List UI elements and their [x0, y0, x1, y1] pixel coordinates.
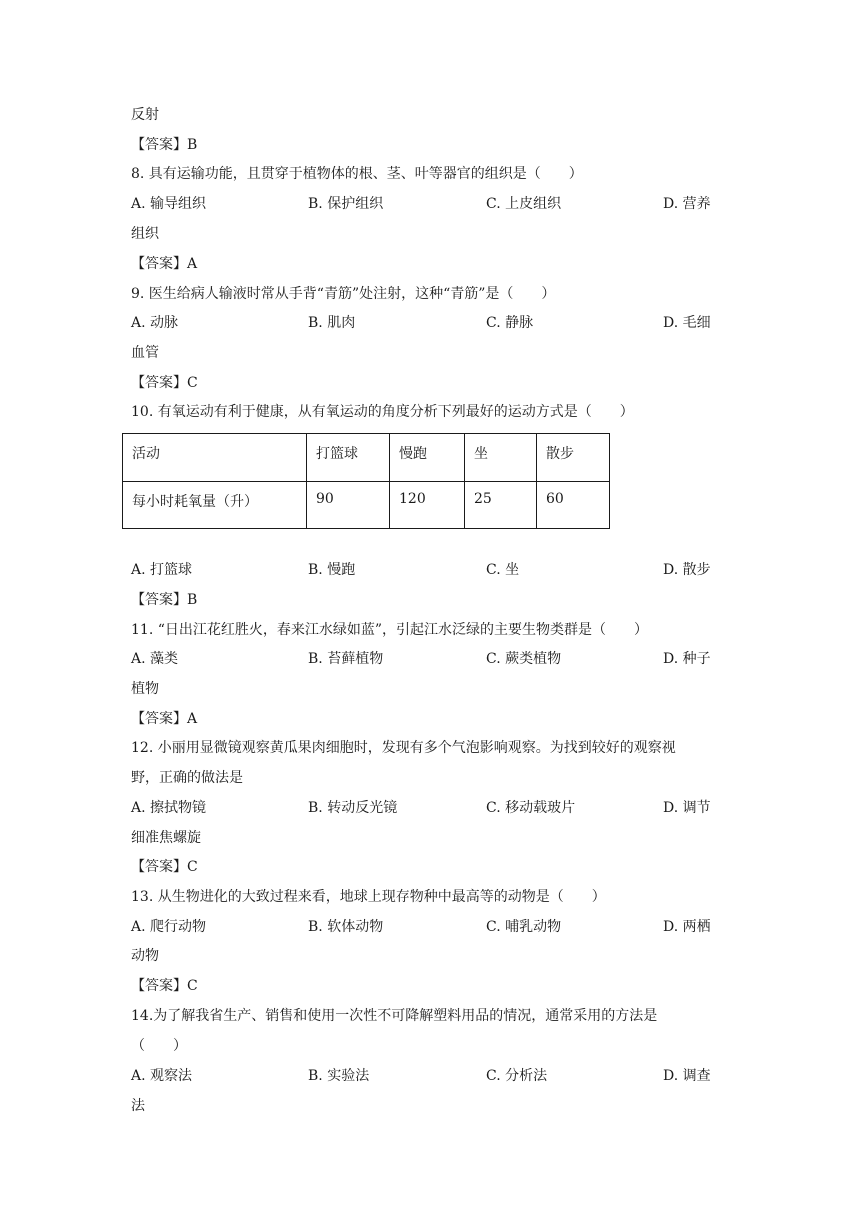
table-header-cell: 打篮球	[307, 434, 390, 482]
q14-option-d-wrap: 法	[131, 1098, 145, 1114]
q8-option-a: A. 输导组织	[131, 196, 207, 212]
q10-option-a: A. 打篮球	[131, 562, 193, 578]
q14-option-c: C. 分析法	[486, 1068, 548, 1084]
answer-7: 【答案】B	[131, 137, 198, 153]
q10-option-b: B. 慢跑	[308, 562, 356, 578]
q13-option-d: D. 两栖	[663, 919, 711, 935]
q13-option-d-wrap: 动物	[131, 948, 159, 964]
question-13: 13. 从生物进化的大致过程来看，地球上现存物种中最高等的动物是（ ）	[131, 889, 606, 905]
question-12: 12. 小丽用显微镜观察黄瓜果肉细胞时，发现有多个气泡影响观察。为找到较好的观察视	[131, 740, 676, 756]
q13-option-a: A. 爬行动物	[131, 919, 207, 935]
q14-option-d: D. 调查	[663, 1068, 711, 1084]
q9-option-c: C. 静脉	[486, 315, 534, 331]
q12-option-b: B. 转动反光镜	[308, 800, 398, 816]
q13-option-c: C. 哺乳动物	[486, 919, 562, 935]
q11-option-d: D. 种子	[663, 651, 711, 667]
table-header-cell: 活动	[123, 434, 307, 482]
q13-option-b: B. 软体动物	[308, 919, 384, 935]
q9-option-d-wrap: 血管	[131, 345, 159, 361]
q8-option-c: C. 上皮组织	[486, 196, 562, 212]
q12-option-a: A. 擦拭物镜	[131, 800, 207, 816]
question-12-line-2: 野，正确的做法是	[131, 770, 243, 786]
q11-option-b: B. 苔藓植物	[308, 651, 384, 667]
table-row-label: 每小时耗氧量（升）	[123, 482, 307, 529]
q9-option-b: B. 肌肉	[308, 315, 356, 331]
table-header-cell: 散步	[537, 434, 610, 482]
q8-option-b: B. 保护组织	[308, 196, 384, 212]
q11-option-d-wrap: 植物	[131, 681, 159, 697]
question-14-line-2: （ ）	[131, 1038, 187, 1054]
wrapped-option-text: 反射	[131, 107, 159, 123]
q14-option-a: A. 观察法	[131, 1068, 193, 1084]
q9-option-a: A. 动脉	[131, 315, 179, 331]
q10-option-d: D. 散步	[663, 562, 711, 578]
table-header-cell: 慢跑	[390, 434, 465, 482]
table-cell: 90	[307, 482, 390, 529]
q11-option-c: C. 蕨类植物	[486, 651, 562, 667]
question-11: 11. “日出江花红胜火，春来江水绿如蓝”，引起江水泛绿的主要生物类群是（ ）	[131, 622, 649, 638]
q8-option-d-wrap: 组织	[131, 226, 159, 242]
table-cell: 120	[390, 482, 465, 529]
table-header-cell: 坐	[465, 434, 537, 482]
question-8: 8. 具有运输功能，且贯穿于植物体的根、茎、叶等器官的组织是（ ）	[131, 166, 583, 182]
table-cell: 60	[537, 482, 610, 529]
answer-11: 【答案】A	[131, 711, 198, 727]
q8-option-d: D. 营养	[663, 196, 711, 212]
question-10: 10. 有氧运动有利于健康，从有氧运动的角度分析下列最好的运动方式是（ ）	[131, 404, 634, 420]
question-9: 9. 医生给病人输液时常从手背“青筋”处注射，这种“青筋”是（ ）	[131, 286, 556, 302]
question-14: 14.为了解我省生产、销售和使用一次性不可降解塑料用品的情况，通常采用的方法是	[131, 1008, 658, 1024]
q10-option-c: C. 坐	[486, 562, 520, 578]
answer-9: 【答案】C	[131, 375, 198, 391]
q12-option-c: C. 移动载玻片	[486, 800, 576, 816]
q12-option-d: D. 调节	[663, 800, 711, 816]
q12-option-d-wrap: 细准焦螺旋	[131, 830, 201, 846]
table-cell: 25	[465, 482, 537, 529]
oxygen-consumption-table	[122, 433, 610, 529]
answer-12: 【答案】C	[131, 859, 198, 875]
q14-option-b: B. 实验法	[308, 1068, 370, 1084]
answer-10: 【答案】B	[131, 592, 198, 608]
answer-13: 【答案】C	[131, 978, 198, 994]
q9-option-d: D. 毛细	[663, 315, 711, 331]
answer-8: 【答案】A	[131, 256, 198, 272]
q11-option-a: A. 藻类	[131, 651, 179, 667]
